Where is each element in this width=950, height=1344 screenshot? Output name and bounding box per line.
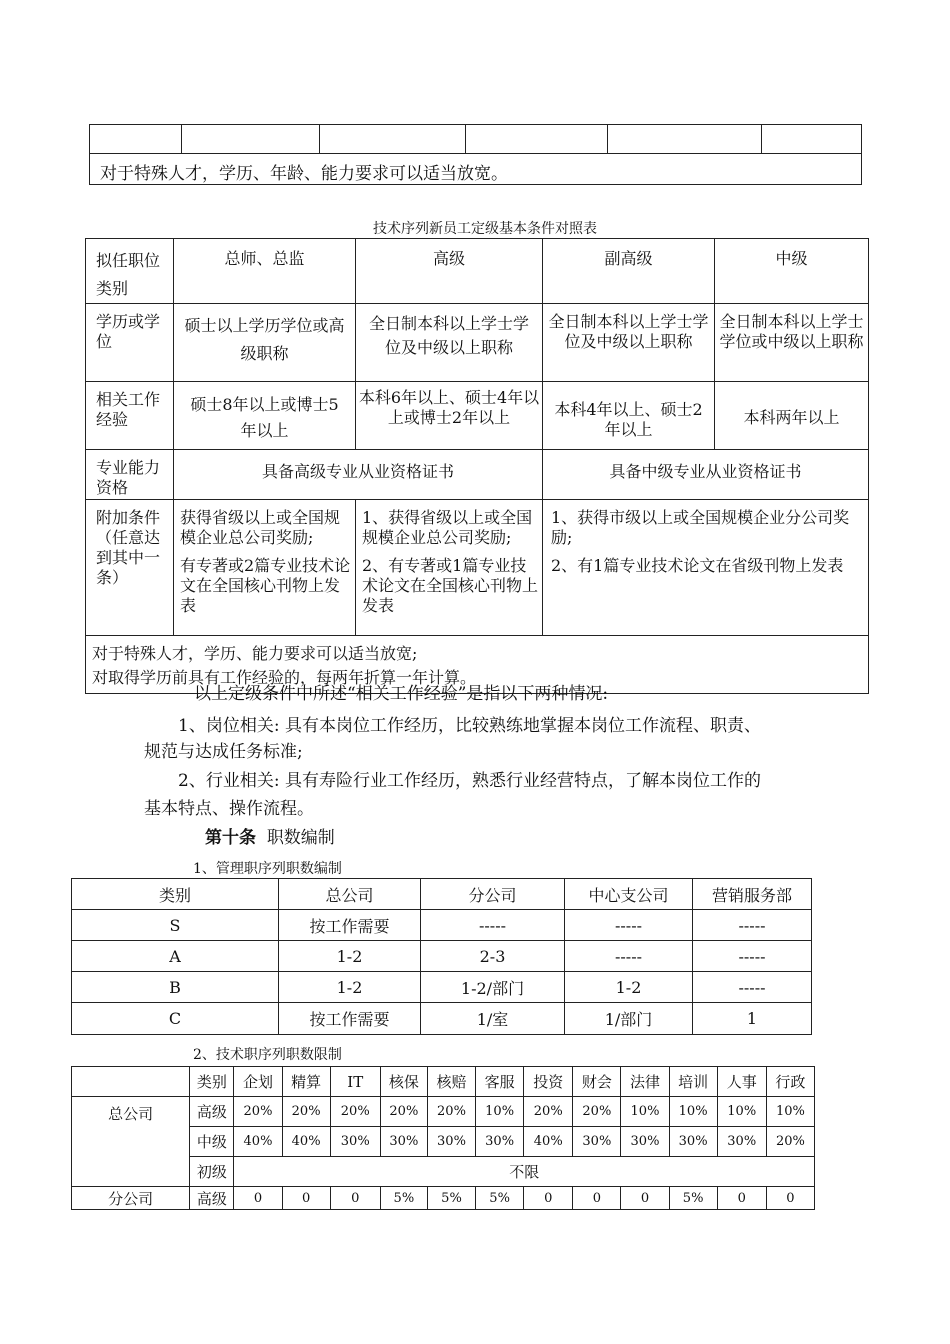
- mgmt-cell: 1-2: [565, 972, 693, 1003]
- management-headcount-table: [71, 878, 812, 1035]
- mgmt-cell: -----: [565, 941, 693, 972]
- limit-cell: 30%: [573, 1127, 621, 1157]
- limit-cell: 0: [524, 1187, 573, 1210]
- education-intermediate: 全日制本科以上学士学位或中级以上职称: [715, 304, 869, 382]
- row-label-qualification: 专业能力资格: [86, 450, 174, 500]
- dept-header: 行政: [766, 1067, 814, 1097]
- table-row: [72, 1187, 815, 1210]
- mgmt-cell: -----: [693, 941, 812, 972]
- header-intermediate: 中级: [715, 239, 869, 304]
- mgmt-cell: C: [72, 1003, 279, 1035]
- education-senior: 全日制本科以上学士学位及中级以上职称: [356, 304, 543, 382]
- table-row: [72, 1097, 815, 1127]
- industry-related-line2: 基本特点、操作流程。: [144, 799, 314, 819]
- dept-header: 投资: [524, 1067, 573, 1097]
- additional-chief-a: 获得省级以上或全国规模企业总公司奖励;: [180, 508, 341, 547]
- mgmt-header-sales-dept: 营销服务部: [693, 879, 812, 910]
- limit-cell: 30%: [621, 1127, 669, 1157]
- mgmt-cell: A: [72, 941, 279, 972]
- tech-note-1: 对于特殊人才，学历、能力要求可以适当放宽;: [92, 644, 418, 663]
- header-deputy-senior: 副高级: [543, 239, 715, 304]
- mgmt-cell: B: [72, 972, 279, 1003]
- mgmt-cell: 按工作需要: [279, 1003, 421, 1035]
- limit-cell: 10%: [476, 1097, 524, 1127]
- header-category: 拟任职位类别: [86, 239, 174, 304]
- mgmt-cell: 1-2/部门: [421, 972, 565, 1003]
- limit-corner-blank: [72, 1067, 190, 1097]
- limit-cell: 0: [717, 1187, 766, 1210]
- dept-header: 法律: [621, 1067, 669, 1097]
- limit-cell: 20%: [282, 1097, 330, 1127]
- additional-chief-b: 有专著或2篇专业技术论文在全国核心刊物上发表: [180, 556, 351, 615]
- mgmt-cell: -----: [421, 910, 565, 941]
- experience-intermediate: 本科两年以上: [715, 382, 869, 450]
- limit-cell: 20%: [427, 1097, 475, 1127]
- additional-lower-a: 1、获得市级以上或全国规模企业分公司奖励;: [551, 508, 850, 547]
- table-row: [72, 1003, 812, 1035]
- mgmt-cell: -----: [565, 910, 693, 941]
- limit-cell: 30%: [476, 1127, 524, 1157]
- header-senior: 高级: [356, 239, 543, 304]
- row-label-additional: 附加条件（任意达到其中一条）: [86, 500, 174, 636]
- industry-related-line1: 2、行业相关: 具有寿险行业工作经历，熟悉行业经营特点，了解本岗位工作的: [178, 771, 761, 791]
- table-row: [72, 910, 812, 941]
- limit-cell: 0: [330, 1187, 380, 1210]
- qualification-mid: 具备中级专业从业资格证书: [543, 450, 869, 500]
- dept-header: 培训: [669, 1067, 717, 1097]
- limit-cell: 30%: [717, 1127, 766, 1157]
- mgmt-cell: -----: [693, 910, 812, 941]
- level-label: 中级: [190, 1127, 234, 1157]
- dept-header: 企划: [234, 1067, 282, 1097]
- additional-senior-a: 1、获得省级以上或全国规模企业总公司奖励;: [362, 508, 533, 547]
- tech-note-2: 对取得学历前具有工作经验的，每两年折算一年计算。: [92, 668, 477, 687]
- mgmt-cell: S: [72, 910, 279, 941]
- top-fragment-table: [89, 124, 862, 185]
- dept-header: 人事: [717, 1067, 766, 1097]
- qualification-high: 具备高级专业从业资格证书: [174, 450, 543, 500]
- dept-header: IT: [330, 1067, 380, 1097]
- limit-cell: 5%: [669, 1187, 717, 1210]
- mgmt-cell: 1: [693, 1003, 812, 1035]
- limit-cell: 10%: [717, 1097, 766, 1127]
- header-chief: 总师、总监: [174, 239, 356, 304]
- education-deputy: 全日制本科以上学士学位及中级以上职称: [543, 304, 715, 382]
- limit-cell: 40%: [282, 1127, 330, 1157]
- limit-cell: 30%: [427, 1127, 475, 1157]
- table-row: [72, 941, 812, 972]
- row-label-education: 学历或学位: [86, 304, 174, 382]
- limit-cell: 10%: [669, 1097, 717, 1127]
- level-label: 高级: [190, 1187, 234, 1210]
- limit-cell: 20%: [380, 1097, 427, 1127]
- hq-label: 总公司: [72, 1097, 190, 1187]
- dept-header: 核保: [380, 1067, 427, 1097]
- limit-cell: 20%: [234, 1097, 282, 1127]
- limit-cell: 20%: [330, 1097, 380, 1127]
- limit-cell: 5%: [476, 1187, 524, 1210]
- limit-cell: 0: [621, 1187, 669, 1210]
- junior-unlimited: 不限: [234, 1157, 815, 1187]
- post-related-line2: 规范与达成任务标准;: [144, 742, 303, 762]
- limit-cell: 20%: [524, 1097, 573, 1127]
- tech-limit-subtitle: 2、技术职序列职数限制: [193, 1047, 342, 1063]
- limit-cell: 0: [573, 1187, 621, 1210]
- level-label: 高级: [190, 1097, 234, 1127]
- limit-cell: 0: [766, 1187, 814, 1210]
- dept-header: 核赔: [427, 1067, 475, 1097]
- article-number: 第十条: [205, 828, 256, 848]
- limit-cell: 30%: [330, 1127, 380, 1157]
- additional-senior-b: 2、有专著或1篇专业技术论文在全国核心刊物上发表: [362, 556, 539, 615]
- tech-table-caption: 技术序列新员工定级基本条件对照表: [373, 221, 597, 237]
- mgmt-cell: 1/部门: [565, 1003, 693, 1035]
- tech-limit-table: [71, 1066, 815, 1210]
- limit-cell: 5%: [380, 1187, 427, 1210]
- table-row: [72, 972, 812, 1003]
- experience-deputy: 本科4年以上、硕士2年以上: [543, 382, 715, 450]
- limit-cell: 10%: [766, 1097, 814, 1127]
- row-label-experience: 相关工作经验: [86, 382, 174, 450]
- limit-cell: 10%: [621, 1097, 669, 1127]
- limit-cell: 40%: [234, 1127, 282, 1157]
- article-title: 职数编制: [266, 828, 335, 848]
- article-heading: [205, 828, 335, 848]
- experience-senior: 本科6年以上、硕士4年以上或博士2年以上: [356, 382, 543, 450]
- tech-grading-table: [85, 238, 869, 694]
- limit-cell: 30%: [669, 1127, 717, 1157]
- mgmt-cell: -----: [693, 972, 812, 1003]
- mgmt-header-hq: 总公司: [279, 879, 421, 910]
- experience-chief: 硕士8年以上或博士5年以上: [174, 382, 356, 450]
- experience-intro: 以上定级条件中所述“相关工作经验”是指以下两种情况:: [194, 684, 609, 704]
- limit-cell: 0: [282, 1187, 330, 1210]
- mgmt-header-category: 类别: [72, 879, 279, 910]
- top-note: 对于特殊人才，学历、年龄、能力要求可以适当放宽。: [90, 154, 862, 185]
- limit-cell: 20%: [766, 1127, 814, 1157]
- mgmt-header-central-sub: 中心支公司: [565, 879, 693, 910]
- limit-cell: 0: [234, 1187, 282, 1210]
- post-related-line1: 1、岗位相关: 具有本岗位工作经历，比较熟练地掌握本岗位工作流程、职责、: [178, 716, 761, 736]
- branch-label: 分公司: [72, 1187, 190, 1210]
- mgmt-cell: 1-2: [279, 972, 421, 1003]
- limit-corner-label: 类别: [190, 1067, 234, 1097]
- dept-header: 财会: [573, 1067, 621, 1097]
- mgmt-cell: 1/室: [421, 1003, 565, 1035]
- mgmt-header-branch: 分公司: [421, 879, 565, 910]
- additional-lower-b: 2、有1篇专业技术论文在省级刊物上发表: [551, 556, 844, 575]
- limit-cell: 5%: [427, 1187, 475, 1210]
- dept-header: 精算: [282, 1067, 330, 1097]
- limit-cell: 30%: [380, 1127, 427, 1157]
- mgmt-cell: 按工作需要: [279, 910, 421, 941]
- limit-cell: 40%: [524, 1127, 573, 1157]
- education-chief: 硕士以上学历学位或高级职称: [174, 304, 356, 382]
- mgmt-cell: 2-3: [421, 941, 565, 972]
- mgmt-cell: 1-2: [279, 941, 421, 972]
- level-label: 初级: [190, 1157, 234, 1187]
- limit-cell: 20%: [573, 1097, 621, 1127]
- mgmt-subtitle: 1、管理职序列职数编制: [193, 861, 342, 877]
- dept-header: 客服: [476, 1067, 524, 1097]
